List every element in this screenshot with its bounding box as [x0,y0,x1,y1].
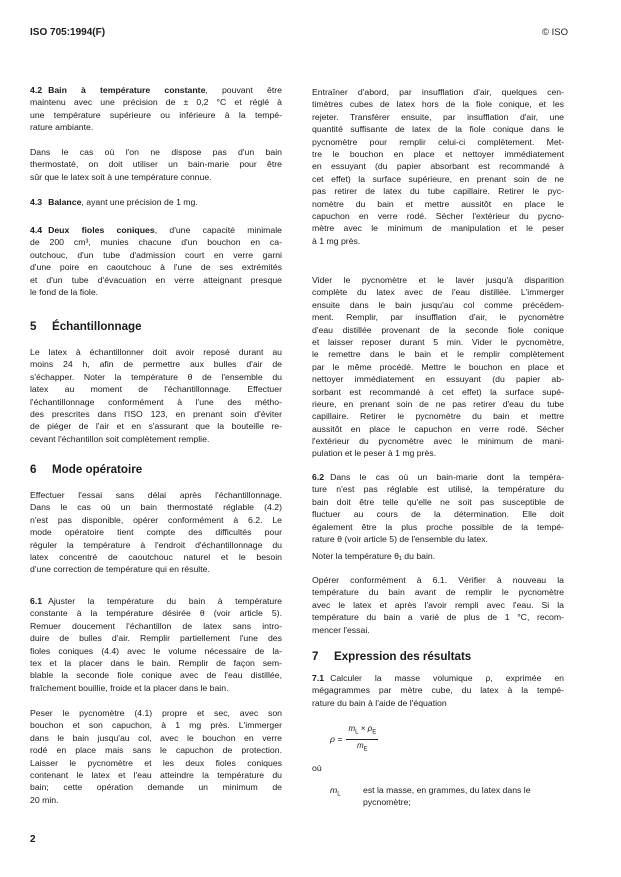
line-text: capillaire. Retirer le pycnomètre du bain et mettre [312,411,564,422]
text-line [312,336,564,348]
line-text: , ayant une précision de 1 mg. [81,197,198,207]
section-heading-6: 6 Mode opératoire [30,463,143,476]
text-line [30,620,282,632]
text-line [312,173,564,185]
text-line [312,697,564,709]
clause-number: 6.2 [312,472,325,482]
text-line [30,420,282,432]
line-text: nomètre du bain et mettre aussitôt en place le [312,198,564,209]
text-line [312,222,564,234]
line-text: température du bain a varié de plus de 1 °C, recom- [312,612,564,623]
clause-4-2 [30,84,282,134]
line-text: Dans le cas où un bain-marie dont la tempéra- [330,472,564,482]
text-line [30,109,282,121]
line-text: cet effet) la surface supérieure, en prenant soin de ne [312,173,564,184]
document-id: ISO 705:1994(F) [30,27,106,38]
line-text: ensuite dans le bain jusqu'au col comme précédem- [312,299,564,310]
text-line [30,514,282,526]
text-line [312,136,564,148]
line-text: bain doit être telle qu'elle ne soit pas susceptible de [312,496,564,507]
text-line [312,410,564,422]
text-line [312,508,564,520]
line-text: , pouvant être [205,85,282,95]
text-line [312,447,564,459]
text-line [312,483,564,495]
text-line [30,121,282,133]
line-text: rodé en place mais sans le capuchon de protection. [30,745,282,756]
line-text: également être la plus proche possible de la tempé- [312,521,564,532]
text-line [30,96,282,108]
line-text: pycnomètre pour remplir celui-ci complètement. Met- [312,136,564,147]
line-text: timètres cubes de latex hors de la fiole conique, et les [312,99,564,110]
line-text: température du bain avant de remplir le pycnomètre [312,587,564,598]
text-line [312,672,564,684]
text-line [312,398,564,410]
text-line [30,669,282,681]
symbol-definition: $m_L$ est la masse, en grammes, du latex dans le pycnomètre; [330,785,531,808]
line-text: avec le latex et après l'avoir rempli avec l'eau. Si la [312,599,564,610]
section-5-text [30,346,282,445]
line-text: rejeter. Transférer ensuite, par insufflation d'air, une [312,111,564,122]
text-line [30,408,282,420]
line-text: nettoyer immédiatement en essuyant (du papier ab- [312,374,564,385]
line-text: pas retirer de latex du tube capillaire. Retirer le pyc- [312,186,564,197]
text-line [312,361,564,373]
text-line [312,533,564,545]
clause-title: Bain à température constante [48,85,206,95]
text-line [30,769,282,781]
text-line [30,563,282,575]
text-line [312,111,564,123]
line-text: Ajuster la température du bain à température [48,596,282,606]
line-text: à 1 mg près. [312,235,361,246]
text-line [312,624,564,636]
text-line [30,595,282,607]
text-line [312,684,564,696]
line-text: mètre avec le minimum de manipulation et le peser [312,223,564,234]
line-text: moins 24 h, afin de permettre aux bulles d'air de [30,359,282,370]
text-line [312,611,564,623]
text-line [312,210,564,222]
clause-title: Deux fioles coniques [48,225,155,235]
text-line [30,632,282,644]
density-formula: ρ = $\frac{m_L \times \rho_E}{m_E}$ [330,724,377,753]
line-text: et laisser reposer durant 5 min. Vider le pycnomètre, [312,336,564,347]
text-line [30,371,282,383]
line-text: Opérer conformément à 6.1. Vérifier à nouveau la [312,575,564,585]
line-text: de 200 cm³, munies chacune d'un bouchon en ca- [30,237,282,248]
text-line [30,249,282,261]
text-line [312,386,564,398]
text-line [30,261,282,273]
text-line [312,123,564,135]
line-text: Laisser le pycnomètre et les deux fioles coniques [30,757,282,768]
line-text: cevant l'échantillon soit complètement remplie. [30,433,210,444]
text-line [312,160,564,172]
clause-number: 4.3 [30,197,43,207]
text-line [30,757,282,769]
line-text: mencer l'essai. [312,624,370,635]
text-line [30,171,282,183]
line-text: outchouc, d'un tube d'admission court en verre garni [30,249,282,260]
text-line [30,236,282,248]
line-text: Effectuer l'essai sans délai après l'échantillonnage. [30,490,282,500]
line-text: bain; cette opération demande un minimum de [30,782,282,793]
line-text: , d'une capacité minimale [154,225,282,235]
line-text: l'extérieur du pycnomètre avec le minimum de mani- [312,436,564,447]
line-text: le remettre dans le bain et le remplir complètement [312,349,564,360]
text-line [312,299,564,311]
clause-number: 4.4 [30,225,43,235]
text-line [312,98,564,110]
line-text: maintenu avec une précision de ± 0,2 °C et réglé à [30,97,282,108]
line-text: d'une correction de température qui en résulte. [30,564,210,575]
text-line [312,435,564,447]
clause-6-2 [312,471,564,545]
line-text: blable la seconde fiole conique avec de l'eau distillée, [30,670,282,681]
clause-4-2-note [30,146,282,183]
line-text: sûr que le latex soit à une température connue. [30,171,212,182]
text-line [312,311,564,323]
clause-6-1-weighing [30,707,282,806]
clause-title: Balance [48,197,82,207]
text-line [30,346,282,358]
line-text: latex au moment de l'échantillonnage. Effectuer [30,384,282,395]
line-text: quantité suffisante de latex de la fiole conique dans le [312,124,564,135]
text-line [30,781,282,793]
line-text: Le latex à échantillonner doit avoir reposé durant au [30,347,282,357]
copyright: © ISO [541,27,568,38]
clause-6-2-procedure [312,574,564,636]
line-text: Entraîner d'abord, par insufflation d'air, quelques cen- [312,87,564,97]
line-text: Vider le pycnomètre et le laver jusqu'à disparition [312,275,564,285]
line-text: fraîchement bouillie, froide et la placer dans le bain. [30,682,229,693]
text-line [312,324,564,336]
text-line [30,196,282,208]
line-text: ment. Remplir, par insufflation d'air, le pycnomètre [312,312,564,323]
text-line [30,682,282,694]
text-line [30,707,282,719]
text-line [312,148,564,160]
text-line [30,274,282,286]
text-line [30,501,282,513]
line-text: thermostaté, on doit utiliser un bain-marie pour être [30,159,282,170]
line-text: rature ambiante. [30,122,94,133]
text-line [312,348,564,360]
text-line [30,358,282,370]
text-line [312,586,564,598]
line-text: pulation et le peser à 1 mg près. [312,448,437,459]
text-line [312,373,564,385]
page-number: 2 [30,834,36,845]
text-line [312,423,564,435]
line-text: complète du latex avec de l'eau distillée. L'immerger [312,287,564,298]
text-line [30,383,282,395]
text-line [312,274,564,286]
text-line [312,574,564,586]
line-text: contenant le latex et l'eau atteindre la température du [30,769,282,780]
line-text: Dans le cas où l'on ne dispose pas d'un bain [30,147,282,157]
line-text: Dans le cas où un bain thermostaté réglable (4.2) [30,502,282,513]
line-text: 20 min. [30,794,59,805]
clause-7-1 [312,672,564,709]
line-text: Noter la température θ₁ du bain. [312,551,436,561]
text-line [30,719,282,731]
text-line [30,607,282,619]
line-text: aussitôt en place le capuchon en verre rodé. Sécher [312,423,564,434]
line-text: rieure, en prenant soin de ne pas retirer d'eau du tube [312,398,564,409]
line-text: d'une poire en caoutchouc à l'une de ses extrémités [30,262,282,273]
text-line [30,286,282,298]
line-text: duire de bulles d'air. Remplir partiellement l'une des [30,633,282,644]
line-text: Peser le pycnomètre (4.1) propre et sec, avec son [30,708,282,718]
line-text: et d'un tube d'évacuation en verre atteignant presque [30,274,282,285]
clause-number: 6.1 [30,596,43,606]
line-text: l'échantillonnage conformément à l'une des métho- [30,396,282,407]
clause-6-1-water [312,274,564,460]
text-line [30,551,282,563]
text-line [312,235,564,247]
line-text: n'est pas disponible, opérer conformément à 6.2. Le [30,514,282,525]
line-text: dans le bain jusqu'au col, avec le bouchon en verre [30,732,282,743]
clause-6-1-latex [312,86,564,247]
line-text: une température supérieure ou inférieure à la tempé- [30,109,282,120]
line-text: fluctuer au cours de la détermination. Elle doit [312,509,564,520]
line-text: latex concentré de caoutchouc naturel et le besoin [30,551,282,562]
line-text: mode opératoire tient compte des difficultés pour [30,527,282,538]
line-text: tex et la placer dans le bain. Remplir de façon sem- [30,657,282,668]
line-text: constante à la température désirée θ (voir article 5). [30,608,282,619]
line-text: bouchon et son capuchon, à 1 mg près. L'immerger [30,720,282,731]
clause-6-2-note [312,550,564,562]
line-text: des prescrites dans l'ISO 123, en prenant soin d'éviter [30,408,282,419]
line-text: réguler la température à l'endroit d'échantillonnage du [30,539,282,550]
line-text: tre le bouchon en place et nettoyer immédiatement [312,148,564,159]
line-text: rature θ (voir article 5) de l'ensemble du latex. [312,533,488,544]
text-line [30,146,282,158]
line-text: rature du bain à l'aide de l'équation [312,697,447,708]
text-line [30,158,282,170]
text-line [312,86,564,98]
line-text: Remuer doucement l'échantillon de latex sans intro- [30,620,282,631]
text-line [312,496,564,508]
clause-4-4 [30,224,282,298]
clause-number: 7.1 [312,673,325,683]
text-line [30,526,282,538]
clause-number: 4.2 [30,85,43,95]
clause-4-3 [30,196,282,208]
text-line [30,732,282,744]
line-text: ture n'est pas réglable est utilisé, la température du [312,484,564,495]
text-line [30,489,282,501]
text-line [30,84,282,96]
text-line [30,657,282,669]
section-heading-5: 5 Échantillonnage [30,320,142,333]
clause-6-1 [30,595,282,694]
text-line [30,224,282,236]
line-text: sorbant est recommandé à cet effet) la surface supé- [312,386,564,397]
text-line [312,198,564,210]
section-6-text [30,489,282,576]
text-line [312,521,564,533]
line-text: en essuyant (du papier absorbant est recommandé à [312,161,564,172]
line-text: s'échapper. Noter la température θ de l'ensemble du [30,371,282,382]
text-line [312,599,564,611]
text-line [312,550,564,562]
text-line [30,396,282,408]
line-text: de piéger de l'air et en s'assurant que la bouteille re- [30,421,282,432]
line-text: mégagrammes par mètre cube, du latex à la tempé- [312,685,564,696]
section-heading-7: 7 Expression des résultats [312,650,472,663]
line-text: par le même procédé. Mettre le bouchon en place et [312,361,564,372]
text-line [312,185,564,197]
text-line [30,744,282,756]
line-text: le fond de la fiole. [30,286,99,297]
line-text: Calculer la masse volumique ρ, exprimée en [330,673,564,683]
text-line [30,794,282,806]
line-text: d'eau distillée provenant de la seconde fiole conique [312,324,564,335]
text-line [312,286,564,298]
text-line [30,433,282,445]
where-label: où [312,763,322,773]
text-line [312,471,564,483]
text-line [30,645,282,657]
line-text: capuchon en verre rodé. Sécher l'extérieur du pycno- [312,210,564,221]
text-line [30,539,282,551]
line-text: fioles coniques (4.4) avec le volume nécessaire de la- [30,645,282,656]
